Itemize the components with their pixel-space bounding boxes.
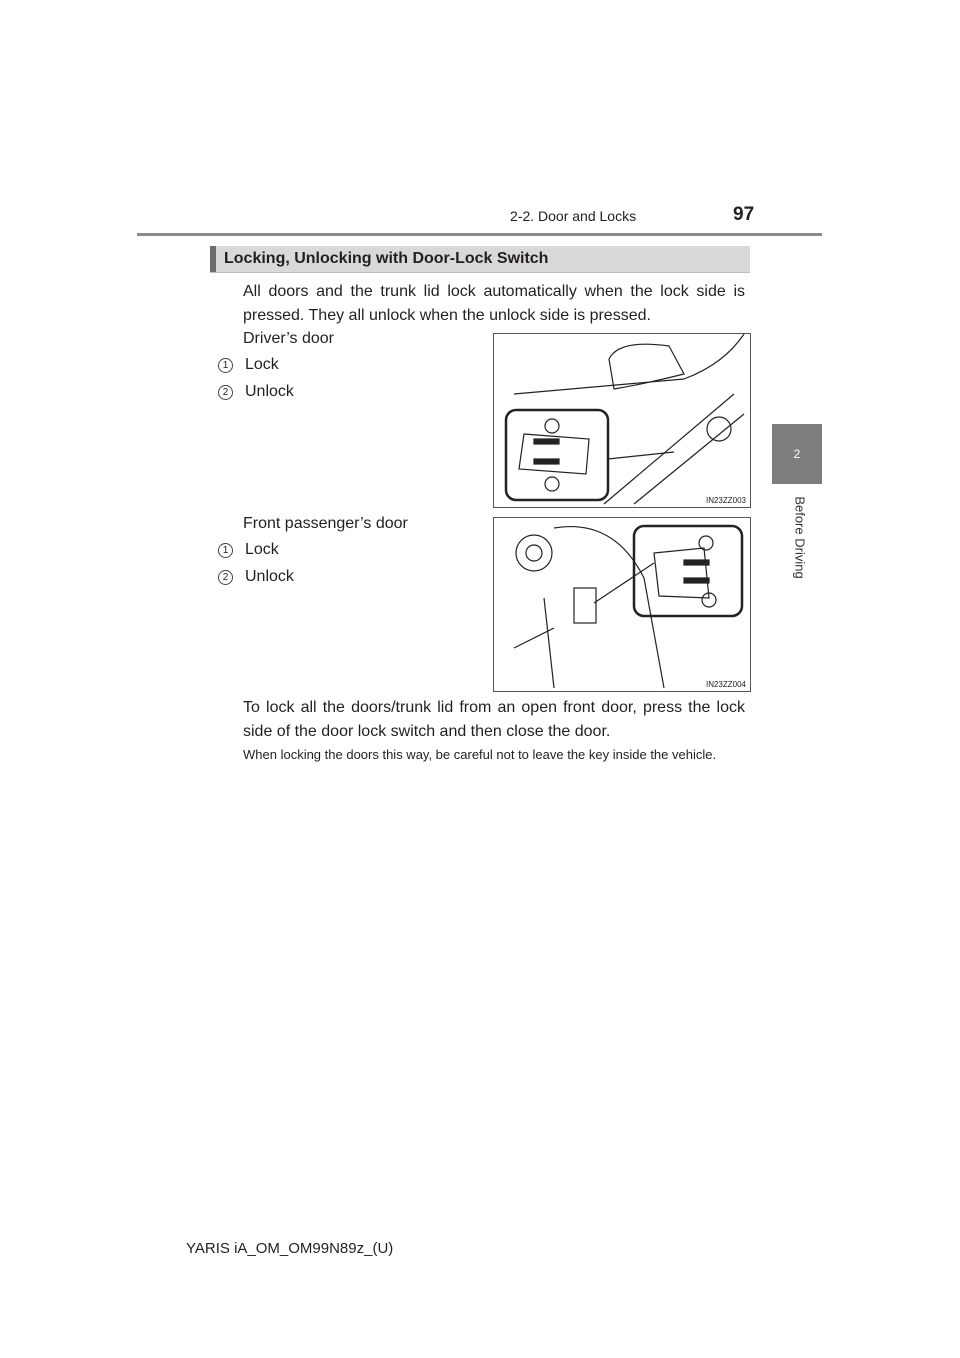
section-title: Locking, Unlocking with Door-Lock Switch	[224, 250, 549, 267]
circled-number: 1	[218, 543, 233, 558]
passenger-door-illustration	[493, 517, 751, 692]
circled-number: 2	[218, 570, 233, 585]
item-label: Unlock	[245, 383, 294, 400]
caution-note: When locking the doors this way, be careful not to leave the key inside the vehicle.	[243, 747, 717, 762]
passenger-item-unlock	[218, 568, 294, 586]
chapter-tab	[772, 424, 822, 484]
item-label: Lock	[245, 356, 279, 373]
intro-paragraph: All doors and the trunk lid lock automatically when the lock side is pressed. They all unlock when the unlock side is pressed.	[243, 283, 745, 324]
chapter-number: 2	[793, 447, 801, 461]
passenger-door-title: Front passenger’s door	[243, 515, 408, 532]
circled-number: 1	[218, 358, 233, 373]
drivers-door-illustration	[493, 333, 751, 508]
chapter-label: Before Driving	[792, 496, 808, 579]
section-heading	[210, 246, 750, 273]
figure-code: IN23ZZ004	[705, 680, 746, 689]
header-divider	[137, 233, 822, 236]
drivers-door-title: Driver’s door	[243, 330, 334, 347]
passenger-item-lock	[218, 541, 279, 559]
item-label: Unlock	[245, 568, 294, 585]
drivers-item-unlock	[218, 383, 294, 401]
item-label: Lock	[245, 541, 279, 558]
drivers-item-lock	[218, 356, 279, 374]
figure-code: IN23ZZ003	[705, 496, 746, 505]
page-number: 97	[733, 204, 755, 225]
outro-paragraph: To lock all the doors/trunk lid from an open front door, press the lock side of the door lock switch and then close the door.	[243, 699, 745, 740]
circled-number: 2	[218, 385, 233, 400]
footer-model-code: YARIS iA_OM_OM99N89z_(U)	[186, 1240, 394, 1257]
header-section: 2-2. Door and Locks	[510, 208, 637, 224]
